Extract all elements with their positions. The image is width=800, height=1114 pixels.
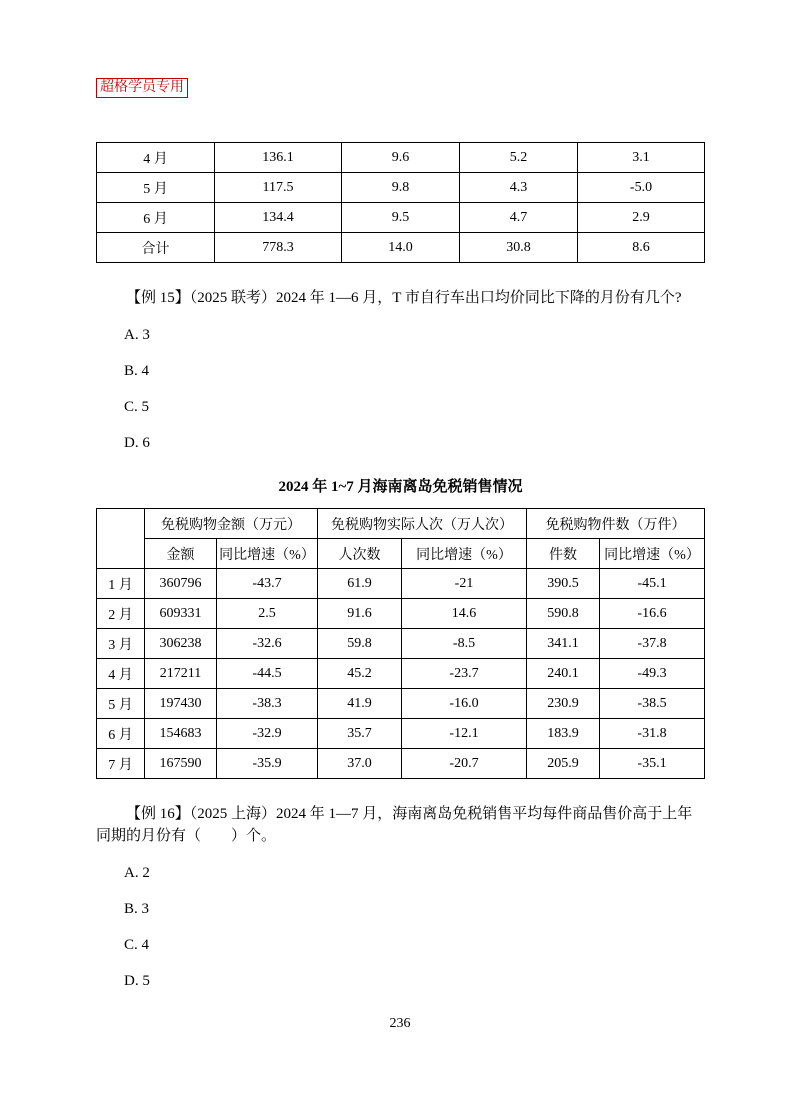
- table-cell: 59.8: [318, 629, 402, 659]
- table-cell: 14.0: [342, 233, 460, 263]
- table-cell: 4 月: [97, 659, 145, 689]
- table-cell: 4.7: [460, 203, 578, 233]
- table-cell: 183.9: [527, 719, 600, 749]
- table-cell: -35.1: [600, 749, 705, 779]
- dutyfree-table-title: 2024 年 1~7 月海南离岛免税销售情况: [278, 479, 523, 495]
- table-cell: 306238: [145, 629, 217, 659]
- example16-option-b: B. 3: [124, 901, 150, 917]
- example16-option-a: A. 2: [124, 865, 150, 881]
- table-cell: -38.3: [217, 689, 318, 719]
- table-row: [97, 203, 705, 233]
- table-cell: 4 月: [97, 143, 215, 173]
- table-row: [97, 749, 705, 779]
- table-cell: 2.5: [217, 599, 318, 629]
- table-cell: 5 月: [97, 173, 215, 203]
- table-cell: 7 月: [97, 749, 145, 779]
- table-cell: -16.0: [402, 689, 527, 719]
- table-cell: 341.1: [527, 629, 600, 659]
- hainan-dutyfree-table-head: [97, 509, 705, 569]
- example16-option-d: D. 5: [124, 973, 150, 989]
- table-group-header-row: [97, 509, 705, 539]
- hainan-dutyfree-table-body: [97, 569, 705, 779]
- table-cell: 9.6: [342, 143, 460, 173]
- table-row: [97, 659, 705, 689]
- table-subheader-row: [97, 539, 705, 569]
- table-cell: -12.1: [402, 719, 527, 749]
- table-row: [97, 599, 705, 629]
- subheader-visits: 人次数: [318, 539, 402, 569]
- table-cell: 合计: [97, 233, 215, 263]
- table-row: [97, 233, 705, 263]
- table-cell: 3.1: [578, 143, 705, 173]
- table-cell: 117.5: [215, 173, 342, 203]
- table-cell: 8.6: [578, 233, 705, 263]
- table-cell: 9.8: [342, 173, 460, 203]
- table-cell: 360796: [145, 569, 217, 599]
- table-cell: -23.7: [402, 659, 527, 689]
- col-group-items: 免税购物件数（万件）: [527, 509, 705, 539]
- table-cell: -38.5: [600, 689, 705, 719]
- bicycle-export-table: [96, 142, 705, 263]
- table-cell: 230.9: [527, 689, 600, 719]
- table-cell: 5 月: [97, 689, 145, 719]
- table-cell: 61.9: [318, 569, 402, 599]
- table-row: [97, 173, 705, 203]
- example15-option-a: A. 3: [124, 327, 150, 343]
- table-cell: 41.9: [318, 689, 402, 719]
- table-cell: 205.9: [527, 749, 600, 779]
- table-cell: -31.8: [600, 719, 705, 749]
- subheader-items-growth: 同比增速（%）: [600, 539, 705, 569]
- subheader-visits-growth: 同比增速（%）: [402, 539, 527, 569]
- table-cell: 197430: [145, 689, 217, 719]
- table-cell: 154683: [145, 719, 217, 749]
- table-cell: -45.1: [600, 569, 705, 599]
- table-cell: 136.1: [215, 143, 342, 173]
- table-cell: 590.8: [527, 599, 600, 629]
- table-cell: 14.6: [402, 599, 527, 629]
- table-cell: -20.7: [402, 749, 527, 779]
- table-cell: 390.5: [527, 569, 600, 599]
- table-cell: 217211: [145, 659, 217, 689]
- table-cell: 6 月: [97, 719, 145, 749]
- table-cell: -32.6: [217, 629, 318, 659]
- table-cell: 4.3: [460, 173, 578, 203]
- table-cell: 2 月: [97, 599, 145, 629]
- col-group-amount: 免税购物金额（万元）: [145, 509, 318, 539]
- table-cell: -32.9: [217, 719, 318, 749]
- example16-option-c: C. 4: [124, 937, 150, 953]
- example15-option-b: B. 4: [124, 363, 150, 379]
- table-cell: 167590: [145, 749, 217, 779]
- table-cell: 609331: [145, 599, 217, 629]
- table-cell: -8.5: [402, 629, 527, 659]
- table-row: [97, 689, 705, 719]
- example15-question: 【例 15】（2025 联考）2024 年 1—6 月，T 市自行车出口均价同比下降的月份有几个?: [126, 290, 682, 306]
- table-cell: -16.6: [600, 599, 705, 629]
- table-cell: -37.8: [600, 629, 705, 659]
- subheader-amount: 金额: [145, 539, 217, 569]
- table-cell: 6 月: [97, 203, 215, 233]
- table-row: [97, 569, 705, 599]
- table-cell: -43.7: [217, 569, 318, 599]
- hainan-dutyfree-table: [96, 508, 705, 779]
- table-row: [97, 719, 705, 749]
- page-number: 236: [389, 1016, 411, 1031]
- table-cell: 5.2: [460, 143, 578, 173]
- subheader-items: 件数: [527, 539, 600, 569]
- table-cell: -35.9: [217, 749, 318, 779]
- table-cell: 91.6: [318, 599, 402, 629]
- table-cell: 37.0: [318, 749, 402, 779]
- table-cell: 45.2: [318, 659, 402, 689]
- table-cell: 3 月: [97, 629, 145, 659]
- bicycle-export-table-body: [97, 143, 705, 263]
- table-cell: -5.0: [578, 173, 705, 203]
- table-cell: 778.3: [215, 233, 342, 263]
- table-cell: 35.7: [318, 719, 402, 749]
- watermark-badge: 超格学员专用: [96, 78, 188, 98]
- table-cell: 30.8: [460, 233, 578, 263]
- example15-option-d: D. 6: [124, 435, 150, 451]
- table-corner-cell: [97, 509, 145, 569]
- example16-question: 【例 16】（2025 上海）2024 年 1—7 月，海南离岛免税销售平均每件商品售价高于上年同期的月份有（ ）个。: [96, 806, 693, 844]
- table-cell: -49.3: [600, 659, 705, 689]
- table-cell: 134.4: [215, 203, 342, 233]
- table-cell: 1 月: [97, 569, 145, 599]
- col-group-visits: 免税购物实际人次（万人次）: [318, 509, 527, 539]
- table-row: [97, 143, 705, 173]
- table-cell: -44.5: [217, 659, 318, 689]
- table-row: [97, 629, 705, 659]
- table-cell: 240.1: [527, 659, 600, 689]
- table-cell: -21: [402, 569, 527, 599]
- table-cell: 9.5: [342, 203, 460, 233]
- subheader-amount-growth: 同比增速（%）: [217, 539, 318, 569]
- table-cell: 2.9: [578, 203, 705, 233]
- example15-option-c: C. 5: [124, 399, 150, 415]
